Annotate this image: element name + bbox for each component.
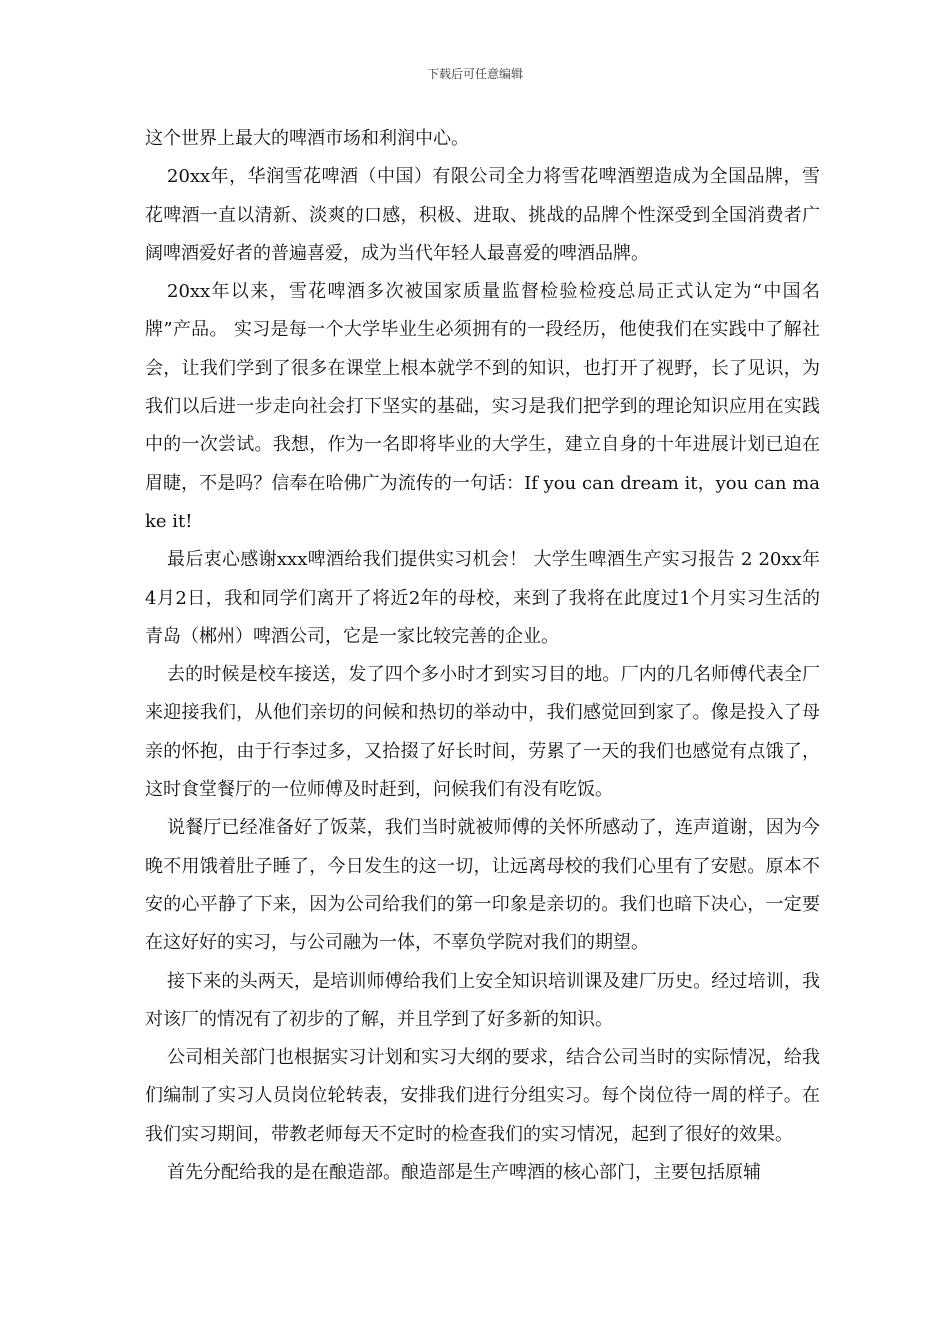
- paragraph-8: 公司相关部门也根据实习计划和实习大纲的要求，结合公司当时的实际情况，给我们编制了实习人员岗位轮转表，安排我们进行分组实习。每个岗位待一周的样子。在我们实习期间，带教老师每天不定时的检查我们的实习情况，起到了很好的效果。: [145, 1047, 820, 1145]
- paragraph-4: 最后衷心感谢xxx啤酒给我们提供实习机会！ 大学生啤酒生产实习报告 2 20xx年4月2日，我和同学们离开了将近2年的母校，来到了我将在此度过1个月实习生活的青岛（郴州）啤酒公司，它是一家比较完善的企业。: [145, 549, 820, 647]
- paragraph-3: 20xx年以来，雪花啤酒多次被国家质量监督检验检疫总局正式认定为“中国名牌”产品。 实习是每一个大学毕业生必须拥有的一段经历，他使我们在实践中了解社会，让我们学到了很多在课堂上根本就学不到的知识，也打开了视野，长了见识，为我们以后进一步走向社会打下坚实的基础，实习是我们把学到的理论知识应用在实践中的一次尝试。我想，作为一名即将毕业的大学生，建立自身的十年进展计划已迫在眉睫，不是吗？信奉在哈佛广为流传的一句话：If you can dream it，you can make it!: [145, 281, 820, 532]
- paragraph-2: 20xx年，华润雪花啤酒（中国）有限公司全力将雪花啤酒塑造成为全国品牌，雪花啤酒一直以清新、淡爽的口感，积极、进取、挑战的品牌个性深受到全国消费者广阔啤酒爱好者的普遍喜爱，成为当代年轻人最喜爱的啤酒品牌。: [145, 166, 820, 264]
- document-body: [145, 120, 820, 1192]
- paragraph-5: 去的时候是校车接送，发了四个多小时才到实习目的地。厂内的几名师傅代表全厂来迎接我们，从他们亲切的问候和热切的举动中，我们感觉回到家了。像是投入了母亲的怀抱，由于行李过多，又拾掇了好长时间，劳累了一天的我们也感觉有点饿了，这时食堂餐厅的一位师傅及时赶到，问候我们有没有吃饭。: [145, 664, 820, 801]
- paragraph-6: 说餐厅已经准备好了饭菜，我们当时就被师傅的关怀所感动了，连声道谢，因为今晚不用饿着肚子睡了，今日发生的这一切，让远离母校的我们心里有了安慰。原本不安的心平静了下来，因为公司给我们的第一印象是亲切的。我们也暗下决心，一定要在这好好的实习，与公司融为一体，不辜负学院对我们的期望。: [145, 817, 820, 954]
- paragraph-1: 这个世界上最大的啤酒市场和利润中心。: [145, 128, 469, 149]
- page-header-note: 下载后可任意编辑: [426, 67, 523, 81]
- paragraph-9: 首先分配给我的是在酿造部。酿造部是生产啤酒的核心部门，主要包括原辅: [167, 1162, 761, 1184]
- paragraph-7: 接下来的头两天，是培训师傅给我们上安全知识培训课及建厂历史。经过培训，我对该厂的情况有了初步的了解，并且学到了好多新的知识。: [145, 970, 820, 1030]
